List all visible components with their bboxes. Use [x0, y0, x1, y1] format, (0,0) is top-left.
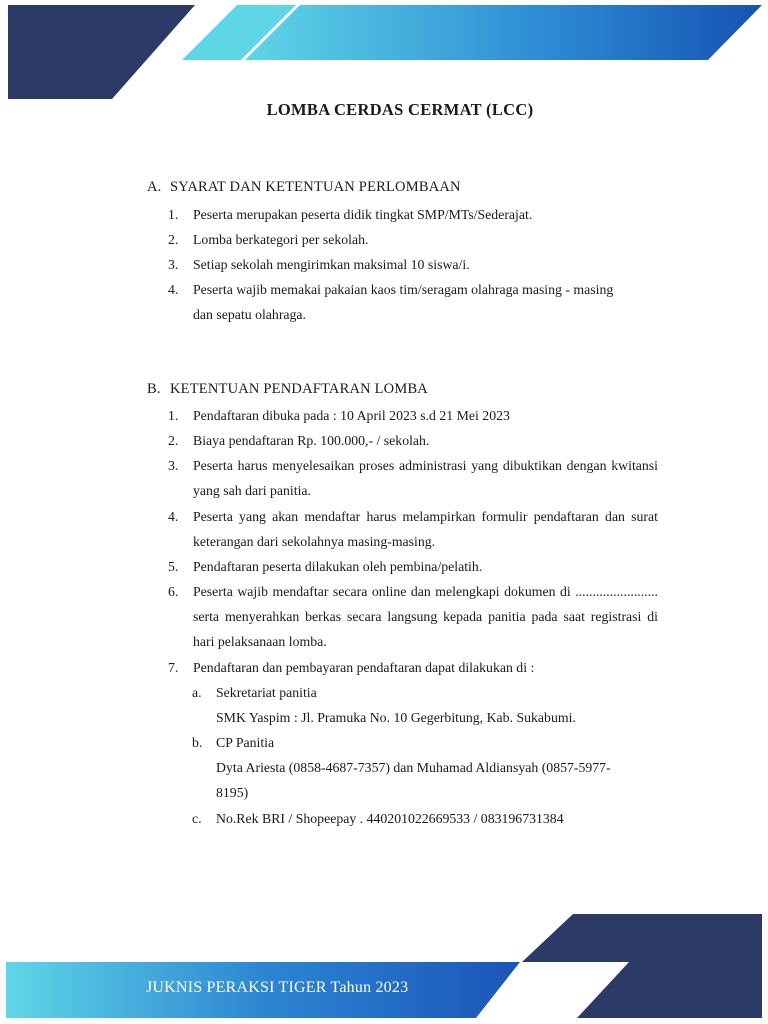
list-text: Pendaftaran dan pembayaran pendaftaran dapat dilakukan di : [193, 660, 535, 675]
list-item [168, 504, 658, 554]
list-number: 1. [168, 207, 179, 222]
list-item [168, 655, 658, 680]
footer-navy-bottom-shape [577, 962, 762, 1018]
page-title: LOMBA CERDAS CERMAT (LCC) [266, 100, 534, 119]
header-navy-shape [8, 5, 195, 99]
sub-list-heading: No.Rek BRI / Shopeepay . 440201022669533 / 083196731384 [216, 811, 564, 826]
sub-list-heading: CP Panitia [216, 735, 275, 750]
sub-list-item [192, 680, 662, 730]
sub-list-letter: a. [192, 685, 202, 700]
list-number: 1. [168, 408, 179, 423]
list-number: 4. [168, 509, 179, 524]
list-number: 3. [168, 257, 179, 272]
list-text: Peserta harus menyelesaikan proses administrasi yang dibuktikan dengan kwitansi yang sah dari panitia. [193, 458, 658, 498]
list-number: 3. [168, 458, 179, 473]
list-text: Setiap sekolah mengirimkan maksimal 10 siswa/i. [193, 257, 470, 272]
header-gradient-shape [245, 5, 762, 60]
sub-list-letter: c. [192, 811, 202, 826]
list-number: 5. [168, 559, 179, 574]
list-number: 2. [168, 433, 179, 448]
section-b-letter: B. [147, 381, 161, 397]
sub-list-letter: b. [192, 735, 203, 750]
section-b-heading [147, 381, 428, 398]
list-text: Peserta wajib mendaftar secara online dan melengkapi dokumen di ........................ serta menyerahkan berkas secara langsung kepada panitia pada saat registrasi di hari pelaksanaan lomba. [193, 584, 658, 649]
list-text: Pendaftaran dibuka pada : 10 April 2023 s.d 21 Mei 2023 [193, 408, 510, 423]
list-text: Peserta yang akan mendaftar harus melampirkan formulir pendaftaran dan surat keterangan dari sekolahnya masing-masing. [193, 509, 658, 549]
list-text: Peserta wajib memakai pakaian kaos tim/seragam olahraga masing - masing dan sepatu olahraga. [193, 282, 614, 322]
sub-list-detail: Dyta Ariesta (0858-4687-7357) dan Muhamad Aldiansyah (0857-5977-8195) [216, 760, 611, 800]
section-a-letter: A. [147, 179, 162, 195]
section-b-title: KETENTUAN PENDAFTARAN LOMBA [170, 381, 428, 397]
sub-list-item [192, 730, 632, 805]
sub-list-detail: SMK Yaspim : Jl. Pramuka No. 10 Gegerbitung, Kab. Sukabumi. [216, 710, 576, 725]
list-number: 6. [168, 584, 179, 599]
list-number: 7. [168, 660, 179, 675]
section-a-title: SYARAT DAN KETENTUAN PERLOMBAAN [170, 179, 461, 195]
list-item [168, 554, 658, 579]
list-item [168, 277, 628, 327]
list-item [168, 227, 658, 252]
list-text: Biaya pendaftaran Rp. 100.000,- / sekolah. [193, 433, 430, 448]
list-item [168, 579, 658, 654]
list-text: Peserta merupakan peserta didik tingkat SMP/MTs/Sederajat. [193, 207, 533, 222]
list-number: 2. [168, 232, 179, 247]
list-item [168, 202, 658, 227]
footer-title: JUKNIS PERAKSI TIGER Tahun 2023 [146, 979, 409, 996]
list-item [168, 252, 658, 277]
list-item [168, 428, 658, 453]
list-number: 4. [168, 282, 179, 297]
sub-list-heading: Sekretariat panitia [216, 685, 317, 700]
section-a-heading [147, 179, 461, 196]
list-item [168, 453, 658, 503]
list-text: Lomba berkategori per sekolah. [193, 232, 369, 247]
footer-navy-top-shape [522, 914, 762, 962]
sub-list-item [192, 806, 662, 831]
list-text: Pendaftaran peserta dilakukan oleh pembina/pelatih. [193, 559, 483, 574]
list-item [168, 403, 658, 428]
